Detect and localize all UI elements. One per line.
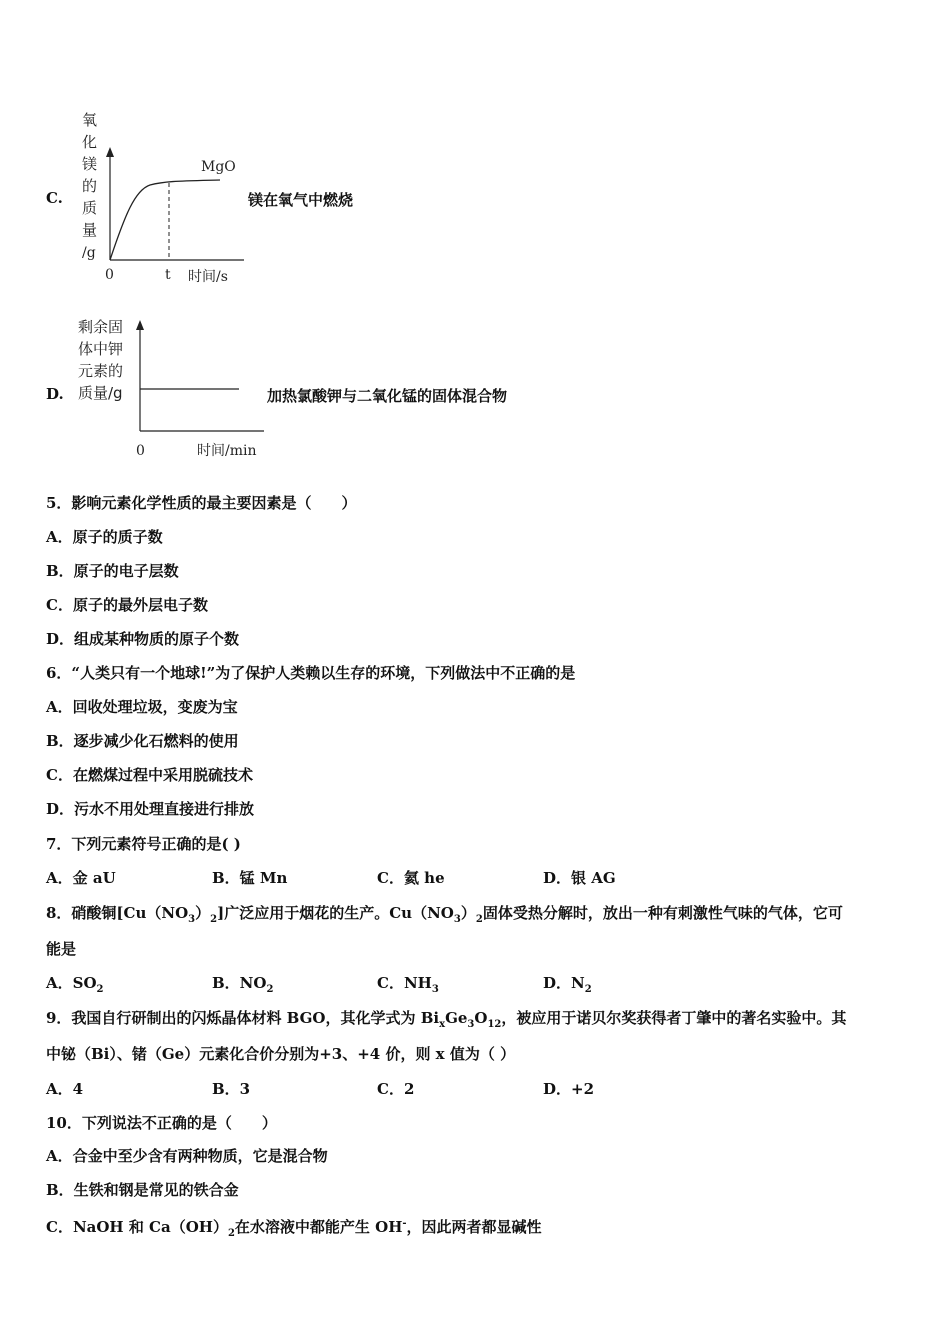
q9-stem: 9．我国自行研制出的闪烁晶体材料 BGO，其化学式为 $Bi_xGe_3O_{12}$，被应用于诺贝尔奖获得者丁肇中的著名实验中。其	[46, 1009, 847, 1030]
q5-option-a: A．原子的质子数	[46, 528, 163, 546]
graph-c-ylabel-char: 量	[82, 221, 98, 239]
option-d-label: D.	[46, 385, 64, 403]
graph-c-series-label: MgO	[201, 159, 236, 175]
q6-option-b: B．逐步减少化石燃料的使用	[46, 732, 239, 750]
graph-d-ylabel-line: 体中钾	[78, 340, 124, 358]
q8-option-c: C．$NH_3$	[377, 974, 439, 995]
option-c-label: C.	[46, 189, 63, 207]
q10-stem: 10．下列说法不正确的是（ ）	[46, 1114, 277, 1132]
graph-c-xlabel: 时间/s	[188, 269, 228, 285]
q5-option-b: B．原子的电子层数	[46, 562, 179, 580]
q10-option-c: C．NaOH 和 $Ca(OH)_2$在水溶液中都能产生 OH-，因此两者都显碱性	[46, 1218, 542, 1239]
q6-option-c: C．在燃煤过程中采用脱硫技术	[46, 766, 253, 784]
graph-d-y-arrow	[136, 320, 144, 330]
graph-c-tick-t: t	[165, 267, 171, 283]
graph-d-potassium-mass	[76, 314, 271, 464]
graph-c-ylabel-char: 氧	[82, 111, 98, 129]
q8-stem-line2: 能是	[46, 940, 77, 958]
graph-c-ylabel-char: 镁	[82, 155, 98, 173]
graph-d-origin: 0	[136, 443, 145, 459]
q9-option-a: A．4	[46, 1080, 84, 1098]
graph-c-y-arrow	[106, 147, 114, 157]
q8-stem: 8．硝酸铜$[Cu(NO_3)_2]$广泛应用于烟花的生产。$Cu(NO_3)_2$固体受热分解时，放出一种有刺激性气味的气体，它可	[46, 904, 843, 925]
q10-option-a: A．合金中至少含有两种物质，它是混合物	[46, 1147, 328, 1165]
q7-option-b: B．锰 Mn	[212, 869, 288, 887]
q6-stem: 6．“人类只有一个地球!”为了保护人类赖以生存的环境，下列做法中不正确的是	[46, 664, 576, 682]
graph-c-mgo-mass	[70, 105, 250, 290]
q6-option-d: D．污水不用处理直接进行排放	[46, 800, 255, 818]
q9-option-c: C．2	[377, 1080, 415, 1098]
q9-option-d: D．+2	[543, 1080, 595, 1098]
q7-option-c: C．氦 he	[377, 869, 445, 887]
graph-d-caption: 加热氯酸钾与二氧化锰的固体混合物	[267, 387, 508, 405]
q5-option-c: C．原子的最外层电子数	[46, 596, 208, 614]
graph-c-yunit: /g	[82, 245, 96, 261]
graph-c-caption: 镁在氧气中燃烧	[248, 191, 354, 209]
q6-option-a: A．回收处理垃圾，变废为宝	[46, 698, 238, 716]
q7-option-d: D．银 AG	[543, 869, 616, 887]
graph-d-xlabel: 时间/min	[197, 443, 257, 459]
q7-stem: 7．下列元素符号正确的是( )	[46, 835, 241, 853]
q5-option-d: D．组成某种物质的原子个数	[46, 630, 240, 648]
q8-option-a: A．$SO_2$	[46, 974, 104, 995]
graph-c-origin: 0	[105, 267, 114, 283]
q8-option-d: D．$N_2$	[543, 974, 592, 995]
q7-option-a: A．金 aU	[46, 869, 116, 887]
q9-option-b: B．3	[212, 1080, 251, 1098]
graph-d-ylabel-line: 剩余固	[78, 318, 124, 336]
graph-c-ylabel-char: 化	[82, 133, 98, 151]
q9-stem-line2: 中铋（Bi）、锗（Ge）元素化合价分别为+3、+4 价，则 x 值为（ ）	[46, 1045, 516, 1063]
graph-c-ylabel-char: 的	[82, 177, 98, 195]
graph-c-curve	[110, 180, 220, 260]
q8-option-b: B．$NO_2$	[212, 974, 274, 995]
q5-stem: 5．影响元素化学性质的最主要因素是（ ）	[46, 494, 357, 512]
q10-option-b: B．生铁和钢是常见的铁合金	[46, 1181, 239, 1199]
graph-d-ylabel-line: 质量/g	[78, 384, 123, 402]
graph-c-ylabel-char: 质	[82, 199, 98, 217]
graph-d-ylabel-line: 元素的	[78, 362, 124, 380]
